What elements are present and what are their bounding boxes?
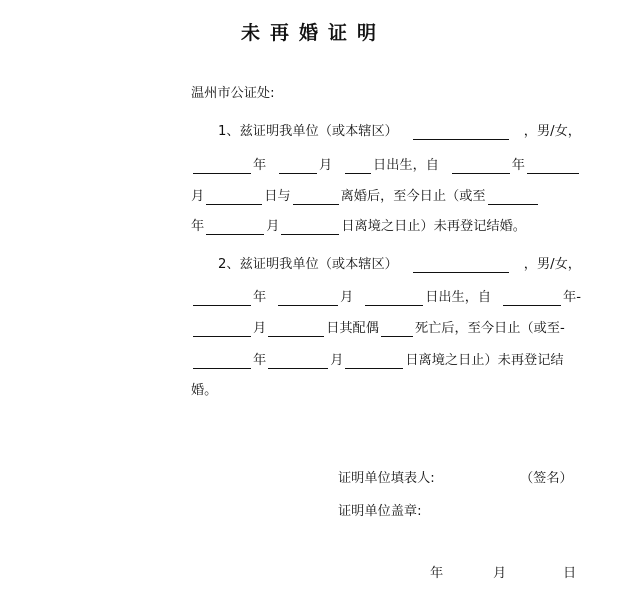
s1-l3-text-c: 离婚后，至今日止（或至 xyxy=(340,189,486,204)
s1-until-month-blank[interactable] xyxy=(206,218,264,235)
s1-birth-day-blank[interactable] xyxy=(345,157,371,174)
s2-until-month-blank[interactable] xyxy=(268,352,328,369)
s1-name-blank[interactable] xyxy=(413,123,509,140)
s1-l2-text-a: 年 xyxy=(253,158,267,173)
s1-until-year-blank[interactable] xyxy=(488,188,538,205)
sign-note: （签名） xyxy=(520,471,573,486)
s1-birth-year-blank[interactable] xyxy=(193,157,251,174)
s1-spouse-blank[interactable] xyxy=(293,188,339,205)
addressee: 温州市公证处: xyxy=(191,86,275,101)
s1-l4-text-a: 年 xyxy=(191,219,205,234)
s2-until-day-blank[interactable] xyxy=(345,352,403,369)
s2-l4-text-a: 年 xyxy=(253,353,267,368)
s1-until-day-blank[interactable] xyxy=(281,218,339,235)
document-title: 未再婚证明 xyxy=(240,22,386,44)
s1-l3-text-a: 月 xyxy=(191,189,205,204)
s2-l3-text-c: 死亡后，至今日止（或至- xyxy=(414,321,565,336)
filler-label: 证明单位填表人: xyxy=(338,471,435,486)
s2-l2-text-c: 日出生，自 xyxy=(425,290,492,305)
s1-l4-text-b: 月 xyxy=(266,219,280,234)
date-day: 日 xyxy=(563,566,577,581)
s2-until-year-blank[interactable] xyxy=(193,352,251,369)
s2-l2-text-d: 年- xyxy=(563,290,581,305)
s2-l5-text: 婚。 xyxy=(191,383,218,398)
date-month: 月 xyxy=(493,566,507,581)
s2-l2-text-a: 年 xyxy=(253,290,267,305)
section2-line4 xyxy=(191,350,581,372)
s2-name-blank[interactable] xyxy=(413,256,509,273)
s2-birth-day-blank[interactable] xyxy=(365,289,423,306)
s2-from-month-blank[interactable] xyxy=(193,320,251,337)
section1-line4 xyxy=(191,216,581,238)
s2-l2-text-b: 月 xyxy=(340,290,354,305)
s2-l1-text-b: ，男/女， xyxy=(523,257,581,272)
s2-spouse-blank[interactable] xyxy=(381,320,413,337)
s2-birth-month-blank[interactable] xyxy=(278,289,338,306)
s2-l3-text-a: 月 xyxy=(253,321,267,336)
date-year: 年 xyxy=(430,566,444,581)
s1-from-month-blank[interactable] xyxy=(527,157,579,174)
addressee-line xyxy=(191,83,581,105)
s1-l1-text-a: 1、兹证明我单位（或本辖区） xyxy=(218,124,398,139)
s2-l3-text-b: 日其配偶 xyxy=(326,321,379,336)
s2-l4-text-b: 月 xyxy=(330,353,344,368)
s1-from-day-blank[interactable] xyxy=(206,188,262,205)
s2-from-day-blank[interactable] xyxy=(268,320,324,337)
s1-birth-month-blank[interactable] xyxy=(279,157,317,174)
section2-line1 xyxy=(218,254,581,276)
s1-l1-text-b: ，男/女， xyxy=(523,124,581,139)
section1-line1 xyxy=(218,121,581,143)
s2-from-year-blank[interactable] xyxy=(503,289,561,306)
s2-l1-text-a: 2、兹证明我单位（或本辖区） xyxy=(218,257,398,272)
s1-l3-text-b: 日与 xyxy=(264,189,291,204)
s1-from-year-blank[interactable] xyxy=(452,157,510,174)
s1-l2-text-d: 年 xyxy=(511,158,525,173)
section1-line3 xyxy=(191,186,581,208)
s2-l4-text-c: 日离境之日止）未再登记结 xyxy=(405,353,564,368)
s1-l2-text-b: 月 xyxy=(319,158,333,173)
s2-birth-year-blank[interactable] xyxy=(193,289,251,306)
section2-line3 xyxy=(191,318,581,340)
s1-l4-text-c: 日离境之日止）未再登记结婚。 xyxy=(341,219,526,234)
section2-line5 xyxy=(191,380,581,402)
section2-line2 xyxy=(191,287,581,309)
s1-l2-text-c: 日出生，自 xyxy=(373,158,439,173)
section1-line2 xyxy=(191,155,581,177)
seal-label: 证明单位盖章: xyxy=(338,504,422,519)
